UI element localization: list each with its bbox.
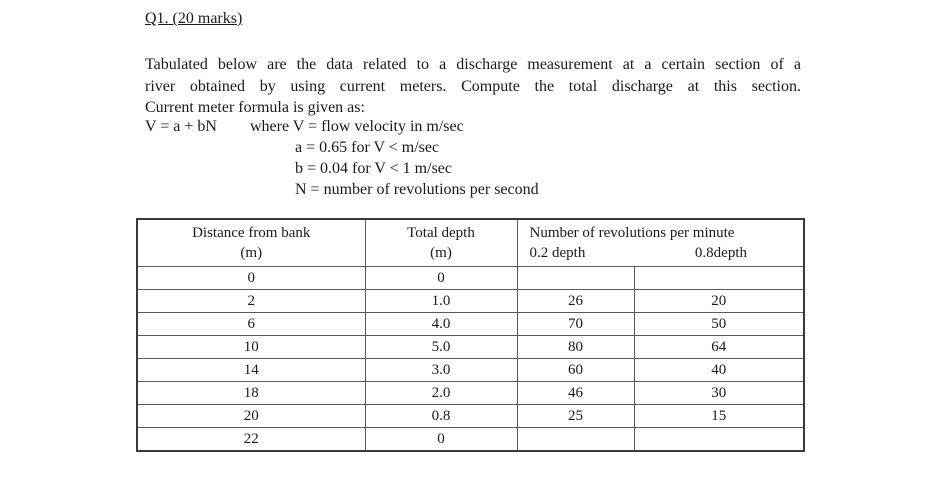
cell-distance: 22 [137, 428, 365, 452]
cell-depth: 1.0 [365, 290, 517, 313]
formula: V = a + bN [145, 118, 217, 135]
header-distance [137, 219, 365, 267]
header-rev-02-depth: 0.2 depth [529, 245, 586, 261]
table-row [137, 405, 804, 428]
header-depth-unit: (m) [430, 245, 452, 261]
header-revolutions-subheads [530, 243, 804, 263]
cell-rev-08: 30 [634, 382, 804, 405]
cell-rev-02 [517, 267, 634, 290]
cell-rev-02: 26 [517, 290, 634, 313]
cell-distance: 10 [137, 336, 365, 359]
cell-distance: 18 [137, 382, 365, 405]
header-rev-08-depth: 0.8depth [694, 245, 747, 261]
cell-rev-02: 80 [517, 336, 634, 359]
where-text: where V = flow velocity in m/sec [250, 118, 464, 135]
cell-depth: 0 [365, 428, 517, 452]
cell-rev-08 [634, 267, 804, 290]
definition-n: N = number of revolutions per second [295, 181, 539, 198]
table-row [137, 359, 804, 382]
cell-rev-02: 46 [517, 382, 634, 405]
table-row [137, 290, 804, 313]
cell-distance: 6 [137, 313, 365, 336]
cell-rev-02 [517, 428, 634, 452]
cell-depth: 4.0 [365, 313, 517, 336]
question-paragraph [145, 54, 801, 119]
table-header-row [137, 219, 804, 267]
cell-rev-08: 40 [634, 359, 804, 382]
cell-distance: 0 [137, 267, 365, 290]
paragraph-line: Current meter formula is given as: [145, 99, 365, 116]
definition-b: b = 0.04 for V < 1 m/sec [295, 160, 452, 177]
paragraph-line: Tabulated below are the data related to a discharge measurement at a certain section of a [145, 56, 801, 73]
cell-distance: 2 [137, 290, 365, 313]
paragraph-line: river obtained by using current meters. Compute the total discharge at this section. [145, 77, 801, 95]
cell-rev-08: 15 [634, 405, 804, 428]
formula-line [145, 118, 464, 136]
cell-depth: 0.8 [365, 405, 517, 428]
table-row [137, 336, 804, 359]
cell-distance: 14 [137, 359, 365, 382]
table-row [137, 382, 804, 405]
cell-depth: 3.0 [365, 359, 517, 382]
table-row [137, 267, 804, 290]
header-revolutions-label: Number of revolutions per minute [529, 225, 735, 241]
cell-distance: 20 [137, 405, 365, 428]
cell-rev-08: 20 [634, 290, 804, 313]
cell-depth: 0 [365, 267, 517, 290]
cell-rev-08 [634, 428, 804, 452]
definition-a: a = 0.65 for V < m/sec [295, 139, 440, 156]
table-row [137, 428, 804, 452]
cell-rev-02: 25 [517, 405, 634, 428]
header-distance-label: Distance from bank [192, 225, 311, 241]
cell-rev-02: 60 [517, 359, 634, 382]
cell-depth: 5.0 [365, 336, 517, 359]
header-distance-unit: (m) [240, 245, 263, 261]
header-revolutions [517, 219, 804, 267]
header-depth [365, 219, 517, 267]
table-row [137, 313, 804, 336]
cell-rev-08: 64 [634, 336, 804, 359]
cell-depth: 2.0 [365, 382, 517, 405]
question-title: Q1. (20 marks) [145, 10, 243, 27]
header-depth-label: Total depth [407, 225, 475, 241]
cell-rev-02: 70 [517, 313, 634, 336]
discharge-data-table [136, 218, 805, 452]
cell-rev-08: 50 [634, 313, 804, 336]
